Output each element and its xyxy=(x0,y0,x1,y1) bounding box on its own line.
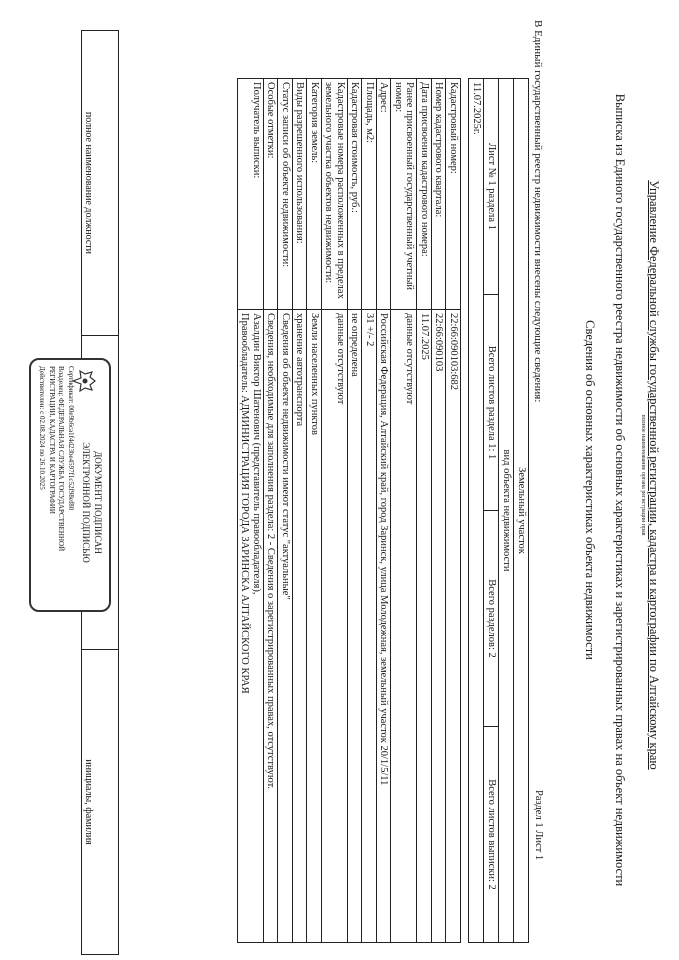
field-value: Земли населенных пунктов xyxy=(307,310,322,943)
sheet-info: Лист № 1 раздела 1 xyxy=(484,79,499,295)
field-label: Кадастровая стоимость, руб.: xyxy=(348,79,363,310)
stamp-title: ДОКУМЕНТ ПОДПИСАН xyxy=(93,451,103,554)
recipient-representative: Азалдин Виктор Шатенович (представитель правообладателя), xyxy=(251,313,262,595)
table-row xyxy=(417,79,432,943)
document-title: Выписка из Единого государственного реестра недвижимости об основных характеристиках и зарегистрированных правах на объект недвижимости xyxy=(613,93,627,887)
field-value: данные отсутствуют xyxy=(391,310,417,943)
field-label: Особые отметки: xyxy=(264,79,279,310)
stamp-owner-2: РЕГИСТРАЦИИ, КАДАСТРА И КАРТОГРАФИИ xyxy=(48,366,56,514)
field-label: Номер кадастрового квартала: xyxy=(432,79,447,310)
table-row xyxy=(377,79,392,943)
field-value: 11.07.2025 xyxy=(417,310,432,943)
field-value: Сведения, необходимые для заполнения раздела: 2 - Сведения о зарегистрированных правах, отсутствуют. xyxy=(264,310,279,943)
field-label: Адрес: xyxy=(377,79,392,310)
table-row xyxy=(432,79,447,943)
field-value: 31 +/- 2 xyxy=(362,310,377,943)
extract-date: 11.07.2025г. xyxy=(469,79,484,943)
field-value: Сведения об объекте недвижимости имеют статус "актуальные" xyxy=(278,310,293,943)
field-label: Виды разрешенного использования: xyxy=(293,79,308,310)
document-subtitle: Сведения об основных характеристиках объекта недвижимости xyxy=(583,320,597,660)
section-label: Раздел 1 Лист 1 xyxy=(533,790,544,861)
stamp-certificate: Сертификат: 00e9b6ca1f4d23be4597f1c52f98ef80 xyxy=(67,366,75,511)
sheets-total: Всего листов выписки: 2 xyxy=(484,727,499,943)
table-row xyxy=(278,79,293,943)
field-label: Кадастровый номер: xyxy=(446,79,461,310)
field-label: Площадь, м2: xyxy=(362,79,377,310)
table-row xyxy=(293,79,308,943)
table-row xyxy=(322,79,348,943)
sections-total: Всего разделов: 2 xyxy=(484,511,499,727)
stamp-subtitle: ЭЛЕКТРОННОЙ ПОДПИСЬЮ xyxy=(81,442,91,563)
object-header-table xyxy=(468,78,529,943)
field-label: Категория земель: xyxy=(307,79,322,310)
sheets-in-section: Всего листов раздела 1: 1 xyxy=(484,295,499,511)
characteristics-table xyxy=(237,78,461,943)
field-value: 22:66:090103:682 xyxy=(446,310,461,943)
stamp-owner: Владелец: ФЕДЕРАЛЬНАЯ СЛУЖБА ГОСУДАРСТВЕННОЙ xyxy=(57,366,65,552)
field-value: 22:66:090103 xyxy=(432,310,447,943)
stamp-validity: Действителен: с 02.08.2024 по 26.10.2025 xyxy=(38,366,46,490)
table-row xyxy=(307,79,322,943)
table-row xyxy=(362,79,377,943)
field-label: Дата присвоения кадастрового номера: xyxy=(417,79,432,310)
field-value: Российская Федерация, Алтайский край, город Заринск, улица Молодежная, земельный участок 20/1/5/11 xyxy=(377,310,392,943)
table-row xyxy=(264,79,279,943)
table-row xyxy=(446,79,461,943)
intro-text: В Единый государственный реестр недвижимости внесены следующие сведения: xyxy=(532,20,544,403)
field-value: не определена xyxy=(348,310,363,943)
agency-caption: полное наименование органа регистрации прав xyxy=(640,414,646,536)
field-label: Кадастровые номера расположенных в пределах земельного участка объектов недвижимости: xyxy=(322,79,348,310)
digital-signature-stamp xyxy=(29,358,111,612)
name-caption: инициалы, фамилия xyxy=(82,650,119,955)
field-label: Получатель выписки: xyxy=(238,79,264,310)
agency-name: Управление Федеральной службы государственной регистрации, кадастра и картографии по Алтайскому краю xyxy=(647,180,661,770)
table-row xyxy=(391,79,417,943)
field-label: Ранее присвоенный государственный учетный номер: xyxy=(391,79,417,310)
field-value: данные отсутствуют xyxy=(322,310,348,943)
object-type-caption: вид объекта недвижимости xyxy=(499,79,514,943)
table-row xyxy=(348,79,363,943)
table-row xyxy=(238,79,264,943)
recipient-cell xyxy=(238,310,264,943)
field-label: Статус записи об объекте недвижимости: xyxy=(278,79,293,310)
position-caption: полное наименование должности xyxy=(82,31,119,336)
object-type: Земельный участок xyxy=(514,79,529,943)
recipient-holder: Правообладатель: АДМИНИСТРАЦИЯ ГОРОДА ЗАРИНСКА АЛТАЙСКОГО КРАЯ xyxy=(239,313,251,694)
field-value: хранение автотранспорта xyxy=(293,310,308,943)
